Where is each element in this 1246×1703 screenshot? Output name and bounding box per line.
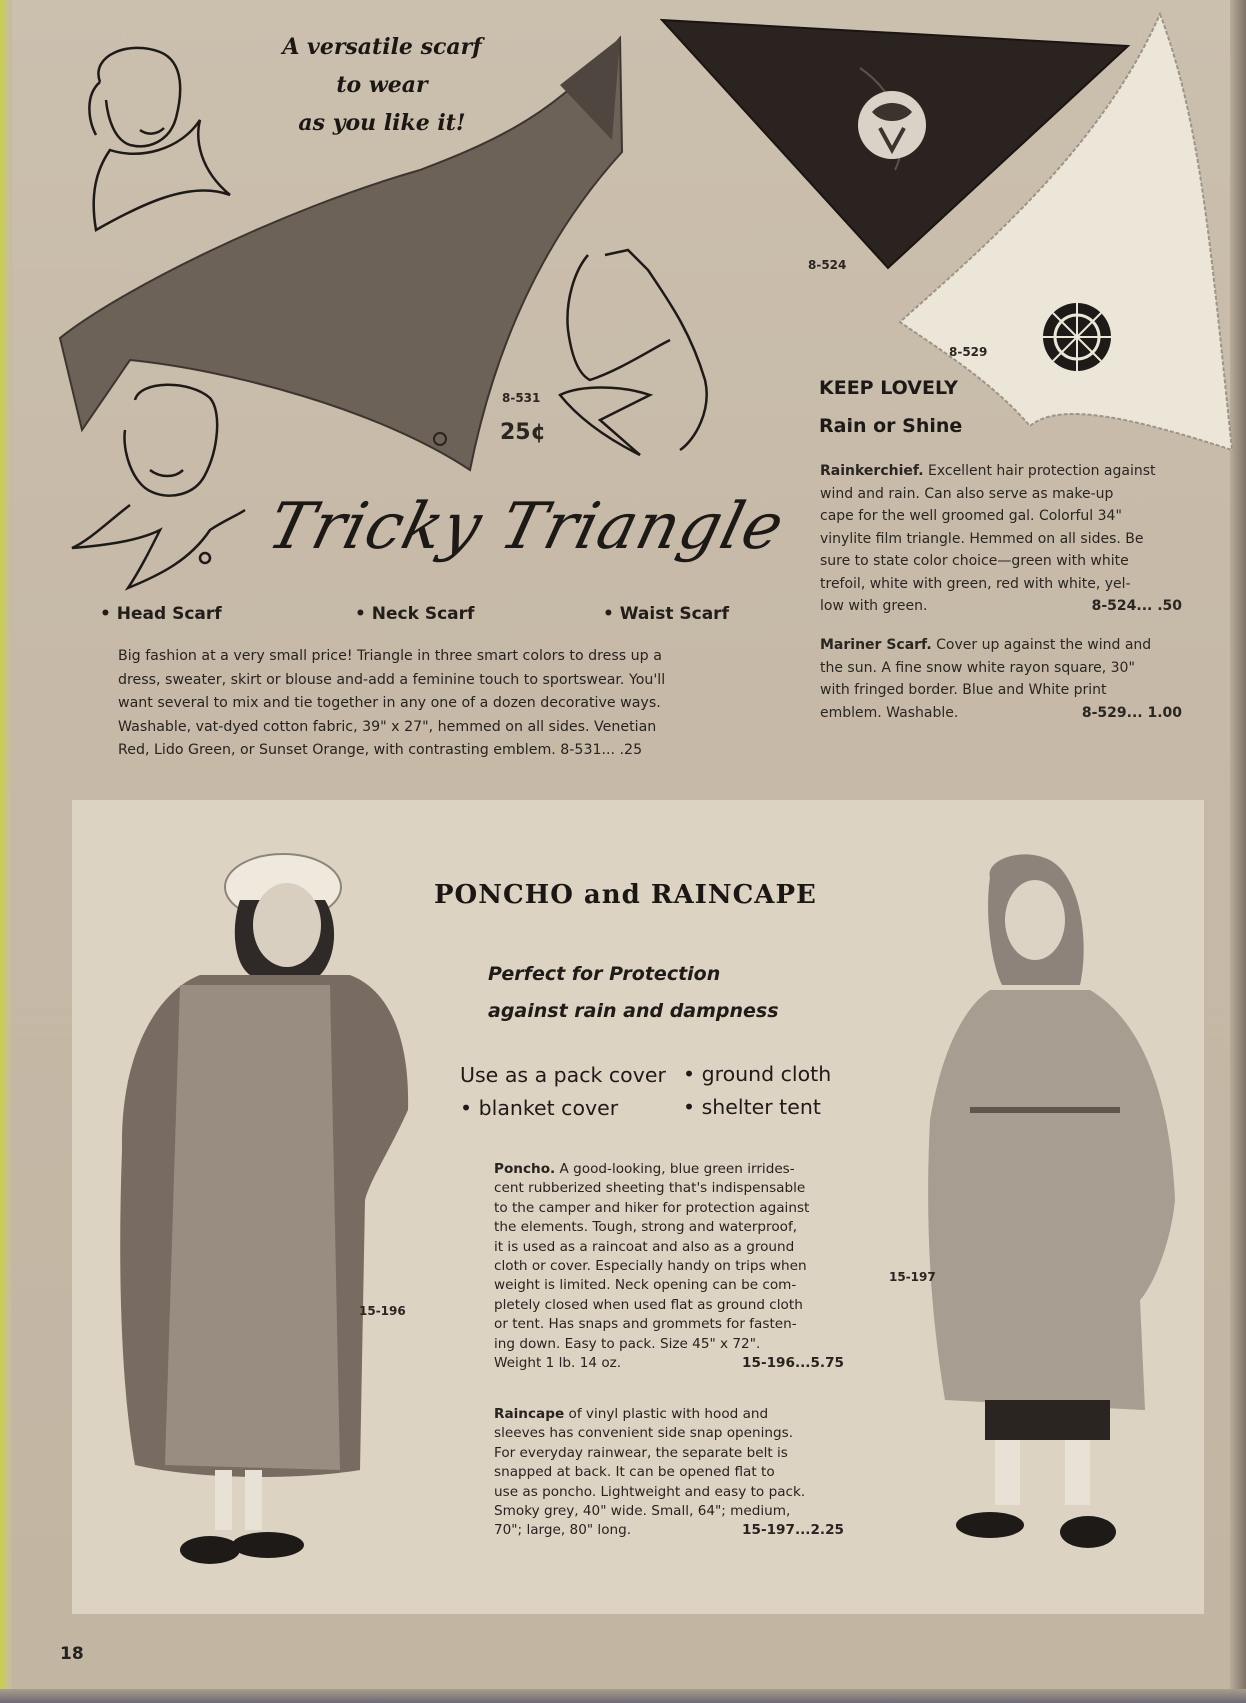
rainkerchief-line: cape for the well groomed gal. Colorful 34"	[820, 508, 1122, 524]
bullet-neck-scarf: • Neck Scarf	[355, 604, 475, 624]
mariner-line: with fringed border. Blue and White print	[820, 682, 1107, 698]
page-edge-bottom	[0, 1689, 1246, 1703]
raincape-line: sleeves has convenient side snap openings.	[494, 1425, 794, 1442]
poncho-line: to the camper and hiker for protection against	[494, 1199, 810, 1216]
poncho-line: Weight 1 lb. 14 oz.	[494, 1355, 622, 1372]
rainkerchief-line: low with green.	[820, 598, 928, 614]
raincape-code: 15-197	[889, 1270, 936, 1284]
tricky-desc-line: dress, sweater, skirt or blouse and-add a feminine touch to sportswear. You'll	[118, 671, 666, 688]
rainkerchief-line: sure to state color choice—green with white	[820, 553, 1129, 569]
poncho-line: ing down. Easy to pack. Size 45" x 72".	[494, 1335, 761, 1352]
rainkerchief-code: 8-524	[808, 258, 847, 272]
tricky-desc-line: Red, Lido Green, or Sunset Orange, with contrasting emblem. 8-531... .25	[118, 742, 643, 758]
poncho-price: 15-196...5.75	[742, 1355, 844, 1372]
mariner-description	[820, 634, 1182, 724]
tagline-line-1: A versatile scarf	[282, 34, 482, 60]
poncho-line: pletely closed when used flat as ground cloth	[494, 1296, 803, 1313]
poncho-title: PONCHO and RAINCAPE	[434, 880, 817, 910]
mariner-line: Cover up against the wind and	[936, 637, 1152, 653]
raincape-name: Raincape	[494, 1406, 565, 1422]
use-shelter-tent: • shelter tent	[683, 1095, 821, 1119]
page-number: 18	[60, 1644, 84, 1664]
keep-lovely-heading: KEEP LOVELY	[819, 377, 958, 399]
raincape-photo	[928, 854, 1175, 1548]
poncho-line: weight is limited. Neck opening can be com-	[494, 1277, 797, 1294]
poncho-code: 15-196	[359, 1304, 406, 1318]
raincape-line: 70"; large, 80" long.	[494, 1522, 632, 1539]
poncho-name: Poncho.	[494, 1161, 556, 1177]
bullet-waist-scarf: • Waist Scarf	[603, 604, 729, 624]
tricky-code: 8-531	[502, 391, 541, 405]
rainkerchief-name: Rainkerchief.	[820, 463, 924, 479]
waist-scarf-sketch	[560, 250, 707, 455]
rainkerchief-description	[820, 460, 1182, 618]
raincape-line: For everyday rainwear, the separate belt is	[494, 1444, 788, 1461]
rainkerchief-price: 8-524... .50	[1091, 598, 1182, 614]
poncho-line: cloth or cover. Especially handy on trips when	[494, 1258, 807, 1275]
poncho-line: it is used as a raincoat and also as a ground	[494, 1238, 795, 1255]
mariner-line: emblem. Washable.	[820, 704, 959, 721]
tricky-description	[118, 645, 718, 763]
poncho-subtitle-1: Perfect for Protection	[488, 963, 721, 985]
tricky-triangle-title: Tricky Triangle	[260, 490, 792, 564]
mariner-code: 8-529	[949, 345, 988, 359]
poncho-line: cent rubberized sheeting that's indispensable	[494, 1180, 806, 1197]
raincape-line: Smoky grey, 40" wide. Small, 64"; medium,	[494, 1503, 791, 1520]
rainkerchief-line: wind and rain. Can also serve as make-up	[820, 485, 1114, 502]
mariner-name: Mariner Scarf.	[820, 637, 932, 653]
raincape-price: 15-197...2.25	[742, 1522, 844, 1539]
raincape-line: use as poncho. Lightweight and easy to pack.	[494, 1483, 806, 1500]
raincape-description	[494, 1405, 844, 1541]
rainkerchief-line: trefoil, white with green, red with white, yel-	[820, 575, 1131, 592]
poncho-line: or tent. Has snaps and grommets for fasten-	[494, 1316, 797, 1333]
poncho-line: A good-looking, blue green irrides-	[559, 1161, 795, 1177]
tricky-desc-line: Big fashion at a very small price! Triangle in three smart colors to dress up a	[118, 648, 662, 664]
use-pack-cover: Use as a pack cover	[460, 1063, 666, 1087]
tricky-price: 25¢	[500, 420, 546, 445]
tricky-desc-line: want several to mix and tie together in any one of a dozen decorative ways.	[118, 695, 661, 711]
tagline-line-2: to wear	[336, 72, 428, 98]
neck-scarf-sketch	[72, 385, 245, 588]
raincape-line: of vinyl plastic with hood and	[568, 1406, 769, 1422]
rainkerchief-line: vinylite film triangle. Hemmed on all sides. Be	[820, 530, 1144, 547]
tagline	[262, 28, 502, 142]
use-blanket-cover: • blanket cover	[460, 1096, 619, 1120]
bullet-head-scarf: • Head Scarf	[100, 604, 222, 624]
tagline-line-3: as you like it!	[298, 110, 466, 136]
keep-lovely-subheading: Rain or Shine	[819, 415, 963, 437]
poncho-photo	[120, 854, 408, 1564]
poncho-line: the elements. Tough, strong and waterproof,	[494, 1219, 798, 1236]
mariner-price: 8-529... 1.00	[1081, 704, 1182, 721]
poncho-description	[494, 1160, 844, 1373]
use-ground-cloth: • ground cloth	[683, 1062, 832, 1086]
tricky-desc-line: Washable, vat-dyed cotton fabric, 39" x 27", hemmed on all sides. Venetian	[118, 718, 657, 735]
mariner-line: the sun. A fine snow white rayon square, 30"	[820, 659, 1135, 676]
rainkerchief-line: Excellent hair protection against	[927, 463, 1156, 479]
poncho-subtitle-2: against rain and dampness	[488, 1000, 779, 1022]
head-scarf-sketch	[89, 48, 230, 230]
raincape-line: snapped at back. It can be opened flat to	[494, 1464, 775, 1481]
